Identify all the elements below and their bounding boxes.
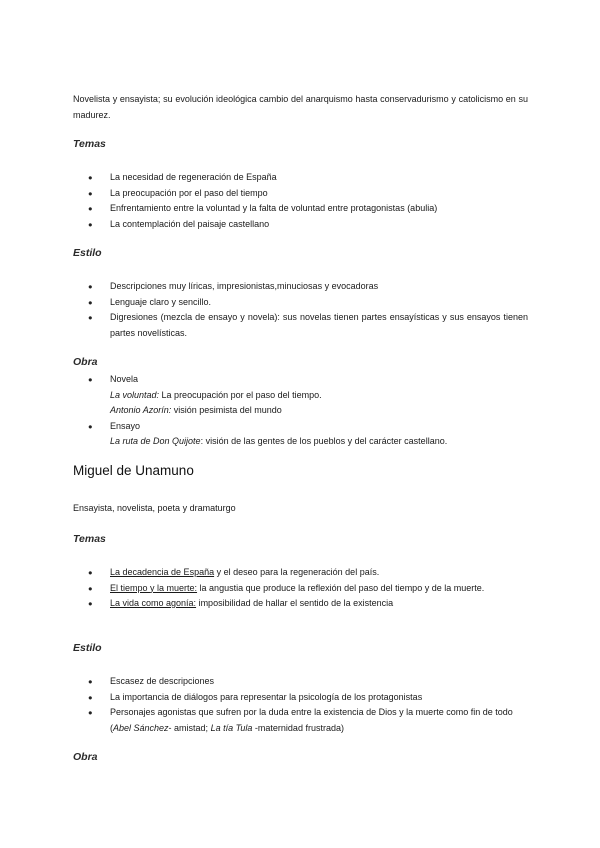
list-item <box>73 596 528 612</box>
unamuno-estilo-list <box>73 674 528 736</box>
list-item-ensayo <box>73 419 528 450</box>
unamuno-temas-heading: Temas <box>73 533 106 545</box>
azorin-temas-list <box>73 170 528 232</box>
intro-paragraph: Novelista y ensayista; su evolución ideológica cambio del anarquismo hasta conservadurismo y catolicismo en su madurez. <box>73 94 528 120</box>
text-segment: -maternidad frustrada) <box>252 722 344 733</box>
unamuno-obra-heading: Obra <box>73 751 98 763</box>
theme-description: y el deseo para la regeneración del país. <box>214 567 380 577</box>
ensayo-label: Ensayo <box>110 420 141 431</box>
azorin-obra-list <box>73 372 528 450</box>
list-item: ● Lenguaje claro y sencillo. <box>73 295 528 311</box>
list-item <box>73 705 528 736</box>
azorin-estilo-list <box>73 279 528 341</box>
list-item: ● La importancia de diálogos para representar la psicología de los protagonistas <box>73 690 528 706</box>
list-item: ● Escasez de descripciones <box>73 674 528 690</box>
list-item: ● Enfrentamiento entre la voluntad y la falta de voluntad entre protagonistas (abulia) <box>73 201 528 217</box>
theme-term: La decadencia de España <box>110 567 215 577</box>
unamuno-estilo-heading: Estilo <box>73 642 102 654</box>
list-item <box>73 581 528 597</box>
list-item: ● Descripciones muy líricas, impresionistas,minuciosas y evocadoras <box>73 279 528 295</box>
azorin-obra-heading: Obra <box>73 356 98 368</box>
work-description: visión pesimista del mundo <box>171 405 282 415</box>
list-item: ● Digresiones (mezcla de ensayo y novela): sus novelas tienen partes ensayísticas y sus ensayos tienen partes novelísticas. <box>73 310 528 341</box>
unamuno-temas-list <box>73 565 528 612</box>
unamuno-description-block <box>73 501 528 517</box>
list-item: ● La contemplación del paisaje castellano <box>73 217 528 233</box>
unamuno-description: Ensayista, novelista, poeta y dramaturgo <box>73 503 236 513</box>
work-description: La preocupación por el paso del tiempo. <box>159 389 322 400</box>
list-item <box>73 565 528 581</box>
work-title: Abel Sánchez <box>113 722 169 733</box>
novela-label: Novela <box>110 374 139 384</box>
work-title: La ruta de Don Quijote <box>110 436 201 446</box>
theme-term: La vida como agonía: <box>110 598 197 608</box>
theme-term: El tiempo y la muerte: <box>110 582 198 593</box>
work-title: Antonio Azorín: <box>110 405 172 415</box>
work-title: La voluntad: <box>110 389 160 400</box>
azorin-temas-heading: Temas <box>73 138 106 150</box>
theme-description: la angustia que produce la reflexión del paso del tiempo y de la muerte. <box>197 582 485 593</box>
list-item: ● La preocupación por el paso del tiempo <box>73 186 528 202</box>
list-item-novela <box>73 372 528 419</box>
text-segment: Personajes agonistas que sufren por la duda entre la existencia de Dios y la muerte como fin de todo ( <box>110 707 513 733</box>
work-title: La tía Tula <box>210 722 253 733</box>
intro-block <box>73 92 528 123</box>
list-item: ● La necesidad de regeneración de España <box>73 170 528 186</box>
text-segment: - amistad; <box>168 722 211 733</box>
unamuno-title: Miguel de Unamuno <box>73 463 194 478</box>
work-description: : visión de las gentes de los pueblos y del carácter castellano. <box>200 436 448 446</box>
azorin-estilo-heading: Estilo <box>73 247 102 259</box>
theme-description: imposibilidad de hallar el sentido de la existencia <box>196 598 394 608</box>
